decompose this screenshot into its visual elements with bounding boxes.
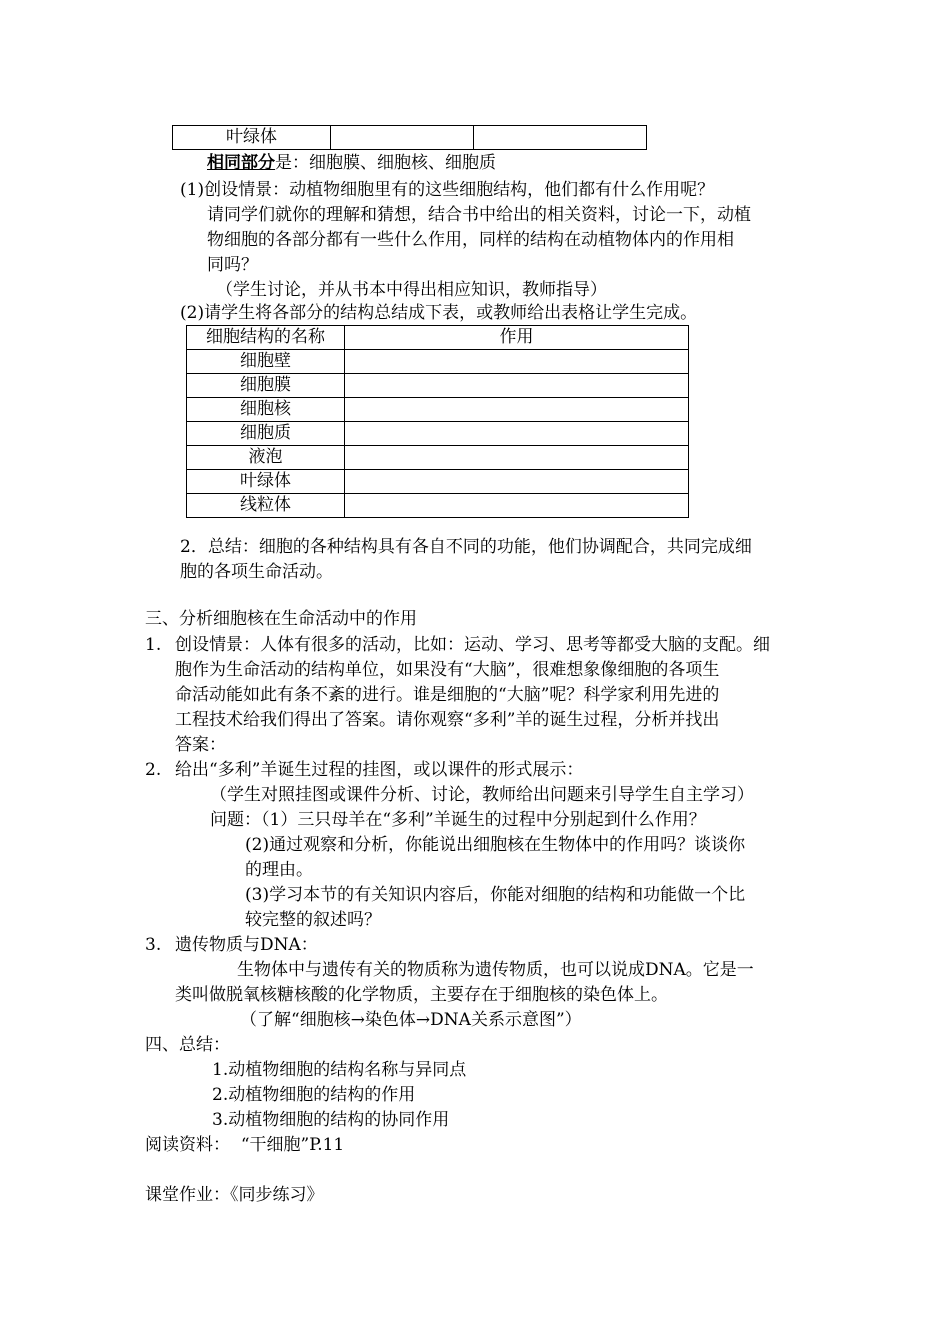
table-cell: [474, 126, 647, 150]
reading-line: [145, 1134, 344, 1156]
table-row: [187, 470, 689, 494]
table-cell: 细胞核: [187, 398, 345, 422]
table-cell: [331, 126, 474, 150]
table-row: [187, 446, 689, 470]
item3-number: 3.: [145, 935, 162, 955]
table-cell: 线粒体: [187, 494, 345, 518]
table-cell: 叶绿体: [187, 470, 345, 494]
item1-line: 答案：: [175, 735, 226, 755]
question-3a: (3)学习本节的有关知识内容后，你能对细胞的结构和功能做一个比: [245, 885, 746, 905]
p1-line2: 请同学们就你的理解和猜想，结合书中给出的相关资料，讨论一下，动植: [207, 205, 751, 225]
same-part-text: 是：细胞膜、细胞核、细胞质: [275, 153, 496, 173]
table-header: 作用: [345, 326, 689, 350]
table-cell: 细胞质: [187, 422, 345, 446]
item3-line1: 生物体中与遗传有关的物质称为遗传物质，也可以说成DNA。它是一: [237, 960, 754, 980]
question-2a: (2)通过观察和分析，你能说出细胞核在生物体中的作用吗？谈谈你: [245, 835, 746, 855]
summary-item: 2.动植物细胞的结构的作用: [212, 1085, 416, 1105]
p1-line4: 同吗？: [207, 255, 258, 275]
p1-line5: （学生讨论，并从书本中得出相应知识，教师指导）: [216, 280, 607, 300]
table-cell: 叶绿体: [173, 126, 331, 150]
homework-line: [145, 1184, 324, 1206]
summary-item: 1.动植物细胞的结构名称与异同点: [212, 1060, 467, 1080]
table-row: [187, 494, 689, 518]
table-header-row: [187, 326, 689, 350]
table-cell: 细胞膜: [187, 374, 345, 398]
question-2b: 的理由。: [245, 860, 313, 880]
same-part-label: 相同部分: [207, 153, 275, 173]
p1-line1: (1)创设情景：动植物细胞里有的这些细胞结构，他们都有什么作用呢？: [180, 180, 715, 200]
reading-label: 阅读资料：: [145, 1135, 230, 1155]
item1-line: 工程技术给我们得出了答案。请你观察“多利”羊的诞生过程，分析并找出: [175, 710, 720, 730]
item3-line3: （了解“细胞核→染色体→DNA关系示意图”）: [240, 1010, 582, 1030]
item1-line: 胞作为生命活动的结构单位，如果没有“大脑”，很难想象像细胞的各项生: [175, 660, 720, 680]
question-1: 问题：（1）三只母羊在“多利”羊诞生的过程中分别起到什么作用？: [210, 810, 706, 830]
item1-number: 1.: [145, 635, 162, 655]
summary-line1: 2．总结：细胞的各种结构具有各自不同的功能，他们协调配合，共同完成细: [180, 537, 752, 557]
top-table: [172, 125, 647, 150]
reading-text: “干细胞”P.11: [240, 1135, 345, 1155]
same-part-line: [207, 152, 496, 174]
table-row: [187, 398, 689, 422]
item1-line: 创设情景：人体有很多的活动，比如：运动、学习、思考等都受大脑的支配。细: [175, 635, 770, 655]
p2-line1: (2)请学生将各部分的结构总结成下表，或教师给出表格让学生完成。: [180, 303, 698, 323]
summary-item: 3.动植物细胞的结构的协同作用: [212, 1110, 450, 1130]
table-cell: 细胞壁: [187, 350, 345, 374]
homework-label: 课堂作业：: [145, 1185, 230, 1205]
table-cell: 液泡: [187, 446, 345, 470]
table-row: [187, 350, 689, 374]
table-row: [173, 126, 647, 150]
item2-sub: （学生对照挂图或课件分析、讨论，教师给出问题来引导学生自主学习）: [210, 785, 754, 805]
section3-title: 三、分析细胞核在生命活动中的作用: [145, 609, 417, 629]
homework-text: 《同步练习》: [230, 1185, 324, 1205]
structure-table: [186, 325, 689, 518]
p1-line3: 物细胞的各部分都有一些什么作用，同样的结构在动植物体内的作用相: [207, 230, 734, 250]
table-row: [187, 422, 689, 446]
item2-number: 2.: [145, 760, 162, 780]
table-header: 细胞结构的名称: [187, 326, 345, 350]
item2-line: 给出“多利”羊诞生过程的挂图，或以课件的形式展示：: [175, 760, 584, 780]
table-row: [187, 374, 689, 398]
summary-line2: 胞的各项生命活动。: [180, 562, 333, 582]
section4-title: 四、总结：: [145, 1035, 230, 1055]
item3-title: 遗传物质与DNA：: [175, 935, 318, 955]
question-3b: 较完整的叙述吗？: [245, 910, 381, 930]
item3-line2: 类叫做脱氧核糖核酸的化学物质，主要存在于细胞核的染色体上。: [175, 985, 668, 1005]
item1-line: 命活动能如此有条不紊的进行。谁是细胞的“大脑”呢？科学家利用先进的: [175, 685, 720, 705]
